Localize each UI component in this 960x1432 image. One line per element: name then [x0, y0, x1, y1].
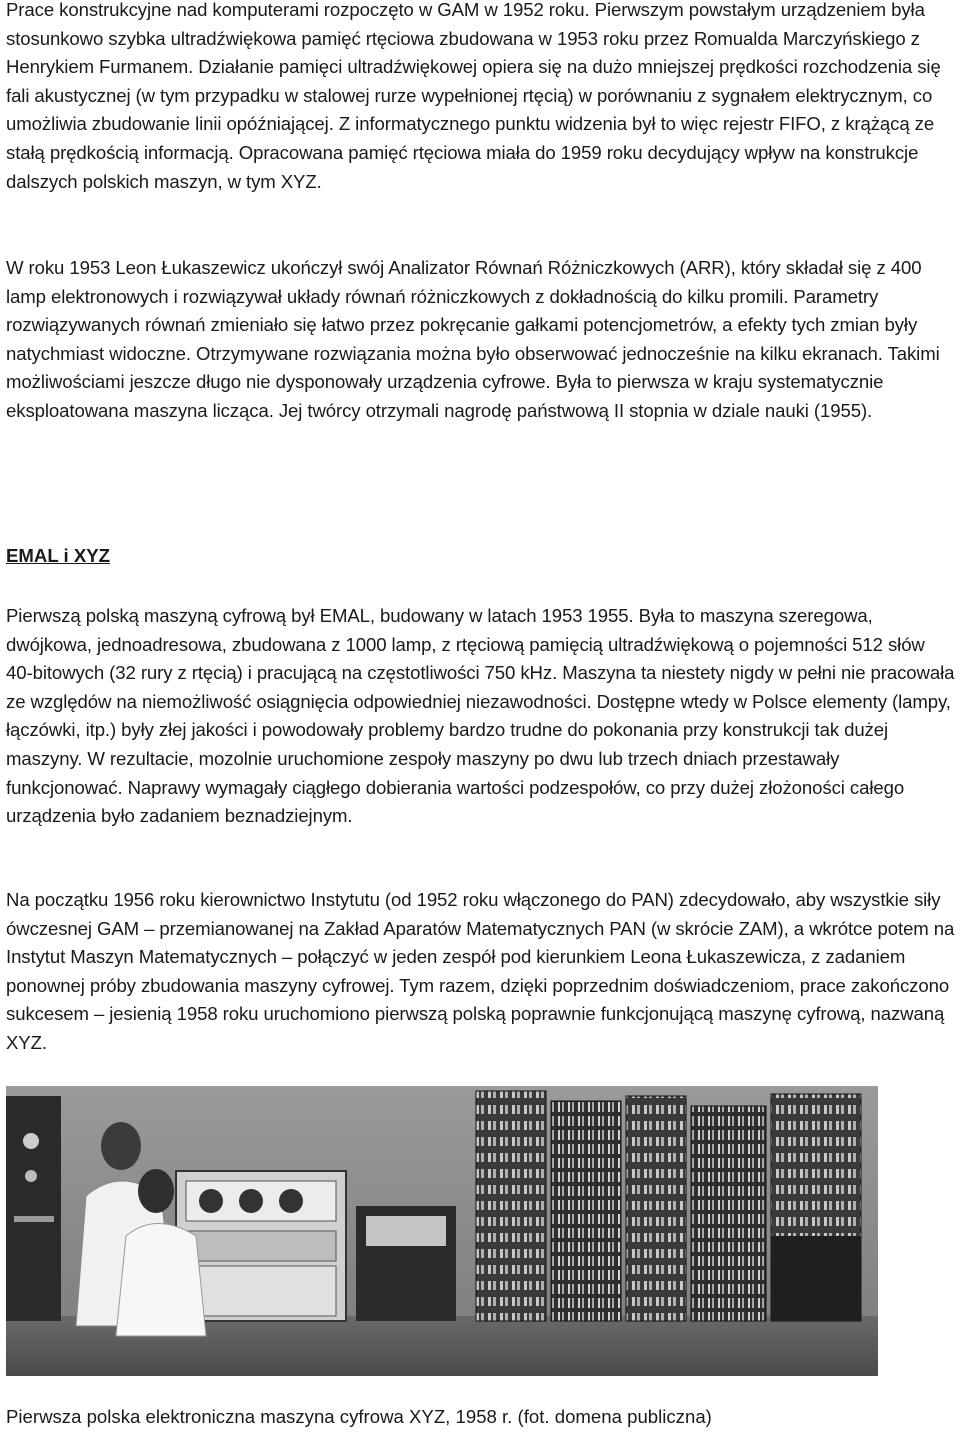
paragraph-emal: Pierwszą polską maszyną cyfrową był EMAL, budowany w latach 1953 1955. Była to maszyna szeregowa, dwójkowa, jednoadresowa, zbudowana z 1000 lamp, z rtęciową pamięcią ultradźwiękową o pojemności 512 słów 40-bitowych (32 rury z rtęcią) i pracującą na częstotliwości 750 kHz. Maszyna ta niestety nigdy w pełni nie pracowała ze względów na niemożliwość osiągnięcia odpowiedniej niezawodności. Dostępne wtedy w Polsce elementy (lampy, łączówki, itp.) były złej jakości i powodowały problemy bardzo trudne do pokonania przy konstrukcji tak dużej maszyny. W rezultacie, mozolnie uruchomione zespoły maszyny po dwu lub trzech dniach przestawały funkcjonować. Naprawy wymagały ciągłego dobierania wartości podzespołów, co przy dużej złożoności całego urządzenia było zadaniem beznadziejnym.: [6, 605, 955, 827]
photo-xyz-computer-icon: [6, 1086, 878, 1376]
photo-caption: Pierwsza polska elektroniczna maszyna cyfrowa XYZ, 1958 r. (fot. domena publiczna): [6, 1406, 712, 1427]
paragraph-arr-analyzer: W roku 1953 Leon Łukaszewicz ukończył swój Analizator Równań Różniczkowych (ARR), który składał się z 400 lamp elektronowych i rozwiązywał układy równań różniczkowych z dokładnością do kilku promili. Parametry rozwiązywanych równań zmieniało się łatwo przez pokręcanie gałkami potencjometrów, a efekty tych zmian były natychmiast widoczne. Otrzymywane rozwiązania można było obserwować jednocześnie na kilku ekranach. Takimi możliwościami jeszcze długo nie dysponowały urządzenia cyfrowe. Była to pierwsza w kraju systematycznie eksploatowana maszyna licząca. Jej twórcy otrzymali nagrodę państwową II stopnia w dziale nauki (1955).: [6, 257, 940, 421]
photo-illustration: [6, 1086, 878, 1376]
paragraph-gam-memory: Prace konstrukcyjne nad komputerami rozpoczęto w GAM w 1952 roku. Pierwszym powstałym urządzeniem była stosunkowo szybka ultradźwiękowa pamięć rtęciowa zbudowana w 1953 roku przez Romualda Marczyńskiego z Henrykiem Furmanem. Działanie pamięci ultradźwiękowej opiera się na dużo mniejszej prędkości rozchodzenia się fali akustycznej (w tym przypadku w stalowej rurze wypełnionej rtęcią) w porównaniu z sygnałem elektrycznym, co umożliwia zbudowanie linii opóźniającej. Z informatycznego punktu widzenia był to więc rejestr FIFO, z krążącą ze stałą prędkością informacją. Opracowana pamięć rtęciowa miała do 1959 roku decydujący wpływ na konstrukcje dalszych polskich maszyn, w tym XYZ.: [6, 0, 941, 192]
paragraph-xyz: Na początku 1956 roku kierownictwo Instytutu (od 1952 roku włączonego do PAN) zdecydowało, aby wszystkie siły ówczesnej GAM – przemianowanej na Zakład Aparatów Matematycznych PAN (w skrócie ZAM), a wkrótce potem na Instytut Maszyn Matematycznych – połączyć w jeden zespół pod kierunkiem Leona Łukaszewicza, z zadaniem ponownej próby zbudowania maszyny cyfrowej. Tym razem, dzięki poprzednim doświadczeniom, prace zakończono sukcesem – jesienią 1958 roku uruchomiono pierwszą polską poprawnie funkcjonującą maszynę cyfrową, nazwaną XYZ.: [6, 889, 955, 1053]
section-heading-text: EMAL i XYZ: [6, 545, 110, 566]
section-heading: [6, 542, 110, 570]
